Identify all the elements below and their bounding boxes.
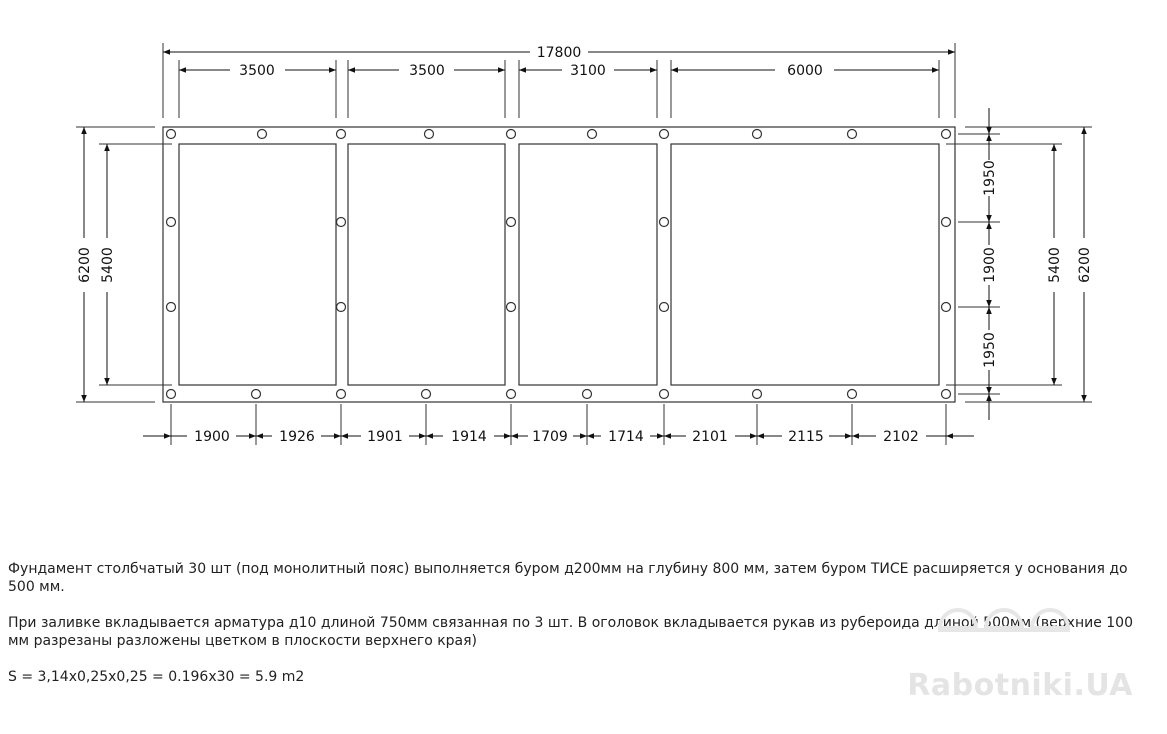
foundation-outline [163, 127, 955, 402]
dim-text: 5400 [100, 247, 116, 283]
note-paragraph-1: Фундамент столбчатый 30 шт (под монолитный пояс) выполняется буром д200мм на глубину 800 мм, затем буром ТИСЕ расширяется у основания до 500 мм. [8, 561, 1128, 595]
dim-text: 6200 [77, 247, 93, 283]
pile [942, 218, 951, 227]
dim-text: 3500 [409, 63, 445, 79]
dim-text: 3100 [570, 63, 606, 79]
pile [337, 218, 346, 227]
pile [507, 390, 516, 399]
dim-text: 1926 [279, 429, 315, 445]
dim-text: 5400 [1047, 247, 1063, 283]
pile [167, 303, 176, 312]
pile [942, 390, 951, 399]
dim-text: 1950 [982, 332, 998, 368]
pile [507, 130, 516, 139]
dim-text: 1714 [608, 429, 644, 445]
pile [167, 390, 176, 399]
bay-4 [671, 144, 939, 385]
bay-1 [179, 144, 336, 385]
pile [660, 218, 669, 227]
pile [507, 218, 516, 227]
dim-text: 1900 [982, 247, 998, 283]
dim-inner-width-left [100, 144, 116, 385]
pile [337, 303, 346, 312]
watermark-logo-icon [930, 588, 1100, 658]
pile [848, 130, 857, 139]
bay-2 [348, 144, 505, 385]
pile [588, 130, 597, 139]
pile [337, 130, 346, 139]
note-paragraph-2: При заливке вкладывается арматура д10 длиной 750мм связанная по 3 шт. В оголовок вкладывается рукав из рубероида длиной 500мм (верхние 100 мм разрезаны разложены цветком в плоскости верхнего края) [8, 615, 1133, 649]
dim-text: 6000 [787, 63, 823, 79]
pile [753, 390, 762, 399]
dim-inner-width-right [1047, 144, 1063, 385]
pile [942, 303, 951, 312]
dim-bay-3 [519, 63, 657, 79]
dim-text: 2102 [883, 429, 919, 445]
piles [167, 130, 951, 399]
dim-text: 1709 [532, 429, 568, 445]
dim-bay-1 [179, 63, 336, 79]
side-spacing-texts [982, 160, 998, 368]
dim-text: 2115 [788, 429, 824, 445]
dim-text: 1950 [982, 160, 998, 196]
right-extension-lines [946, 127, 1092, 402]
pile [507, 303, 516, 312]
dim-bay-2 [348, 63, 505, 79]
pile [660, 303, 669, 312]
pile [252, 390, 261, 399]
pile [660, 390, 669, 399]
pile [422, 390, 431, 399]
dim-text: 6200 [1077, 247, 1093, 283]
pile [848, 390, 857, 399]
pile [167, 130, 176, 139]
bottom-dim-texts [194, 429, 919, 445]
pile [660, 130, 669, 139]
dim-overall-width-right [1077, 127, 1093, 402]
dim-text: 17800 [536, 45, 582, 61]
dim-overall-width-left [77, 127, 93, 402]
dim-overall-length [163, 45, 955, 61]
pile [583, 390, 592, 399]
dim-text: 1914 [451, 429, 487, 445]
pile [337, 390, 346, 399]
dim-text: 2101 [692, 429, 728, 445]
pile [425, 130, 434, 139]
dim-text: 3500 [239, 63, 275, 79]
formula-line: S = 3,14х0,25х0,25 = 0.196х30 = 5.9 m2 [8, 669, 305, 685]
pile [942, 130, 951, 139]
pile [258, 130, 267, 139]
dim-bay-4 [671, 63, 939, 79]
pile [753, 130, 762, 139]
pile [167, 218, 176, 227]
dim-text: 1901 [367, 429, 403, 445]
watermark-text: Rabotniki.UA [907, 668, 1133, 703]
bay-3 [519, 144, 657, 385]
dim-text: 1900 [194, 429, 230, 445]
